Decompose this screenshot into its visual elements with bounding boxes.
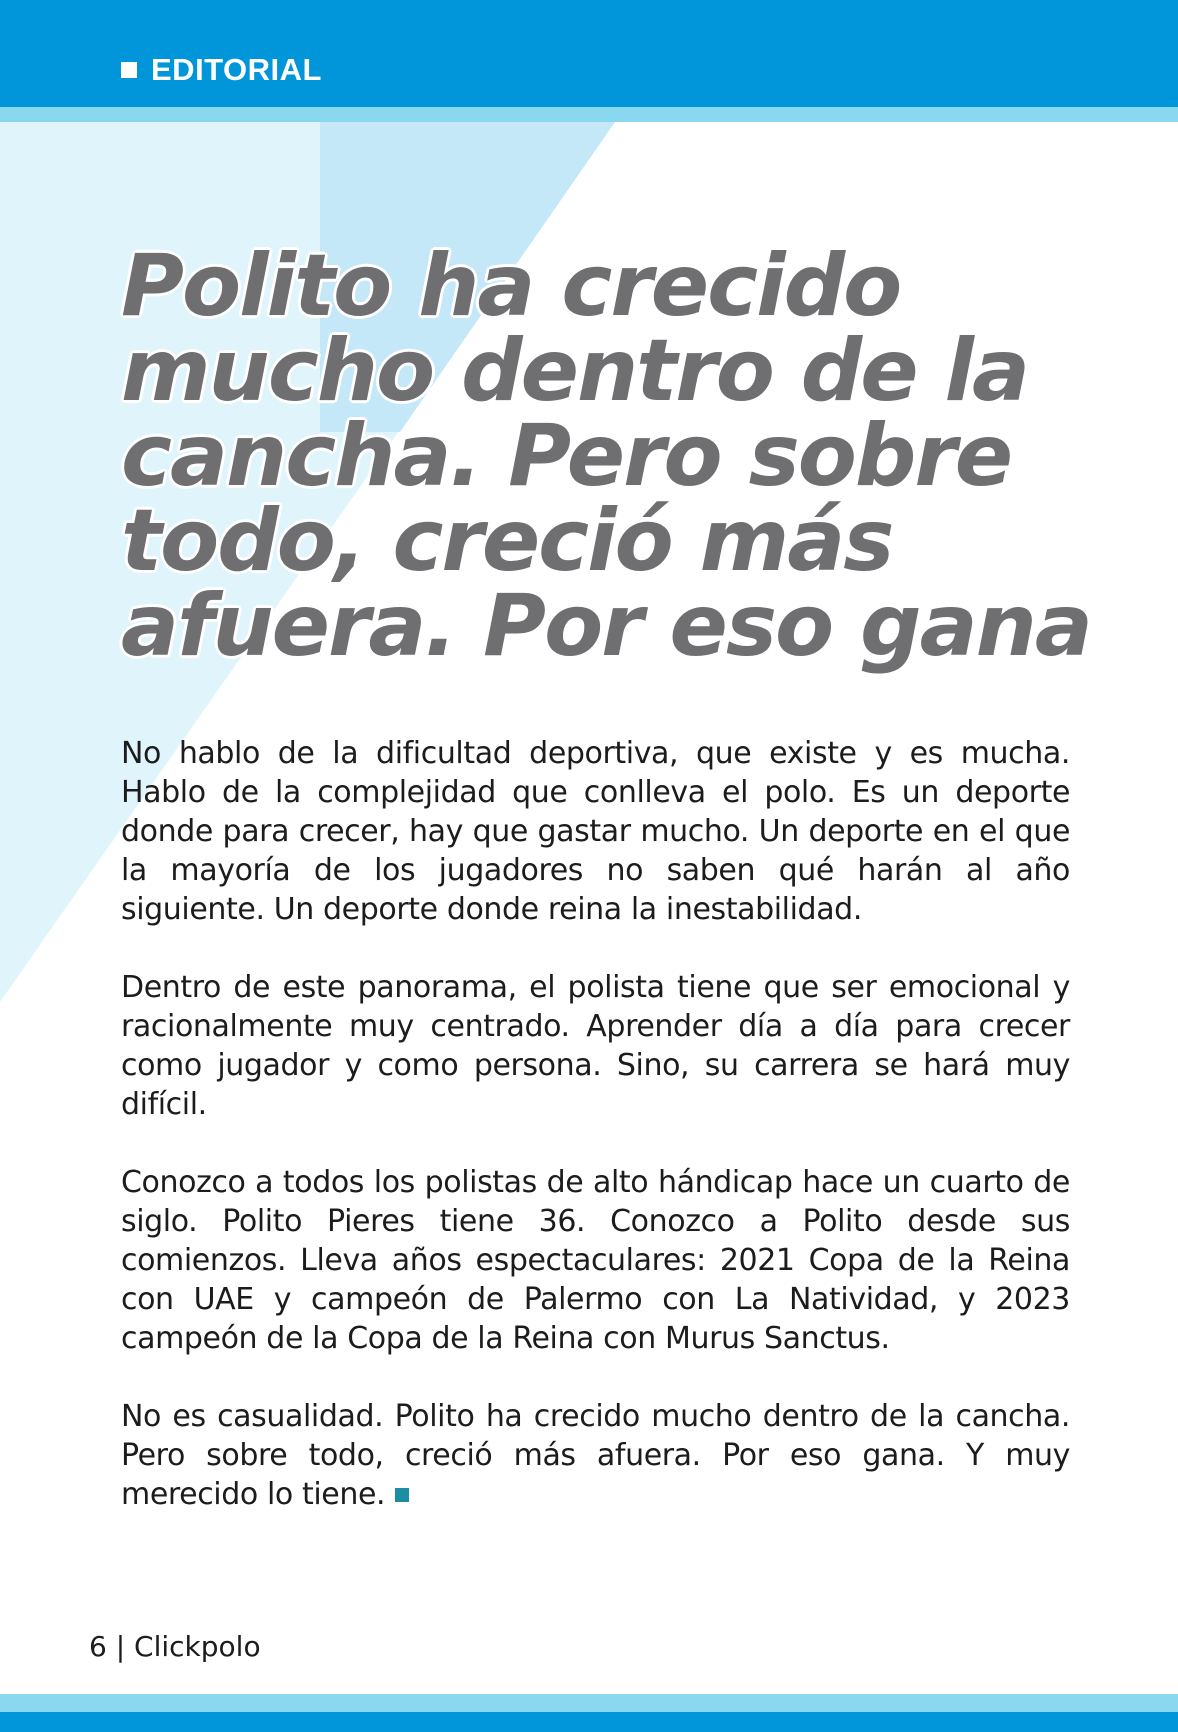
footer-stripe [0,1694,1178,1712]
end-mark-square [395,1488,409,1502]
footer-band [0,1712,1178,1732]
headline-line: mucho dentro de la [121,321,1029,421]
header-stripe [0,107,1178,122]
headline-line: Polito ha crecido [121,236,901,336]
headline-line: cancha. Pero sobre [121,406,1012,506]
article-paragraph: No hablo de la dificultad deportiva, que existe y es mucha. Hablo de la complejidad que conlleva el polo. Es un deporte donde para crecer, hay que gastar mucho. Un deporte en el que la mayoría de los jugadores no saben qué harán al año siguiente. Un deporte donde reina la inestabilidad. [121,736,1070,927]
headline [121,236,1091,676]
page-footer: 6 | Clickpolo [89,1630,261,1663]
article-paragraph-final [121,1397,1070,1514]
section-marker-square [121,62,137,78]
article-body [121,734,1070,1553]
headline-line: afuera. Por eso gana [121,576,1091,676]
article-paragraph: Conozco a todos los polistas de alto hándicap hace un cuarto de siglo. Polito Pieres tiene 36. Conozco a Polito desde sus comienzos. Lleva años espectaculares: 2021 Copa de la Reina con UAE y campeón de Palermo con La Natividad, y 2023 campeón de la Copa de la Reina con Murus Sanctus. [121,1165,1070,1356]
section-label: EDITORIAL [151,52,322,87]
headline-line: todo, creció más [121,491,893,591]
article-paragraph: Dentro de este panorama, el polista tiene que ser emocional y racionalmente muy centrado. Aprender día a día para crecer como jugador y como persona. Sino, su carrera se hará muy difícil. [121,970,1070,1122]
article-paragraph-text: No es casualidad. Polito ha crecido mucho dentro de la cancha. Pero sobre todo, creció más afuera. Por eso gana. Y muy merecido lo tiene. [121,1399,1070,1512]
